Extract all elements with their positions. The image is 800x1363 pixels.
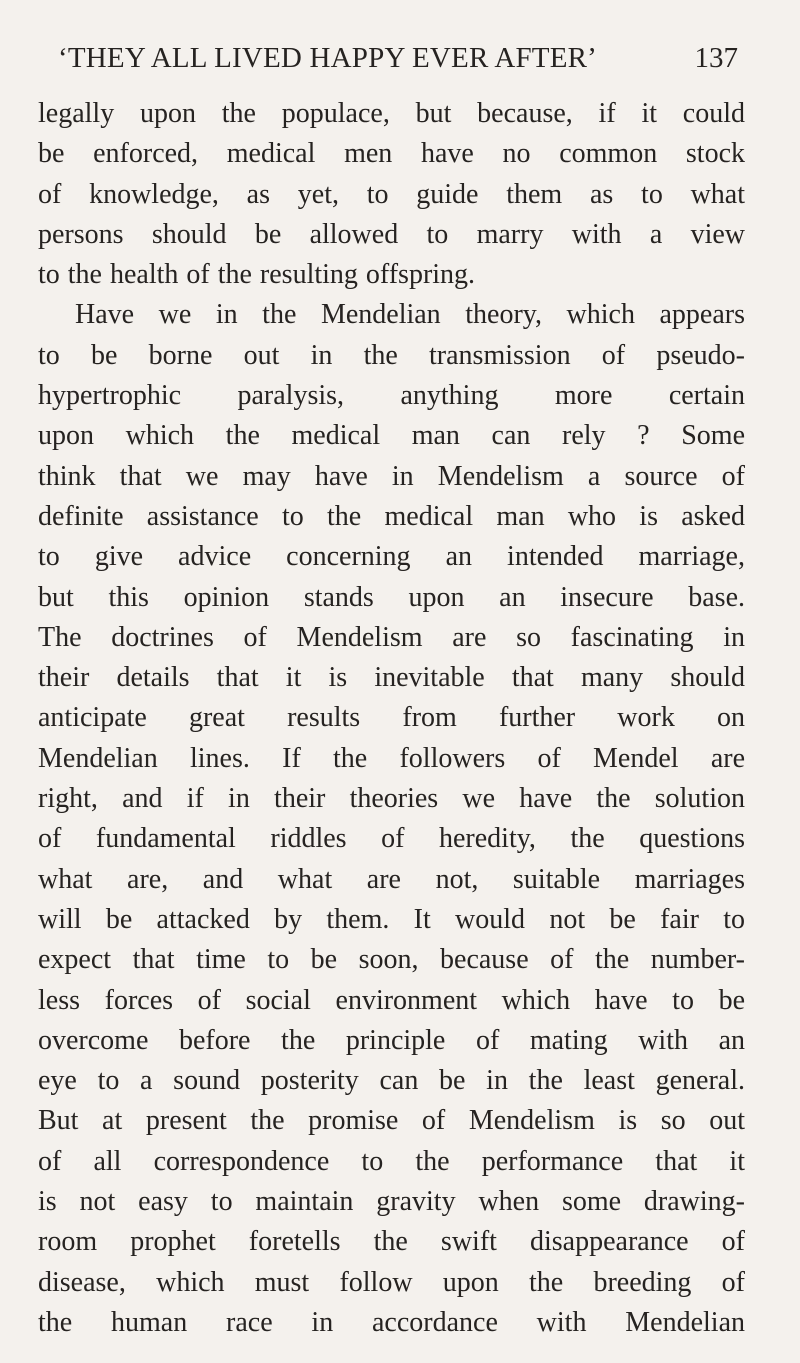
text-line: is not easy to maintain gravity when some drawing- [38, 1186, 745, 1218]
text-line: eye to a sound posterity can be in the least general. [38, 1065, 745, 1097]
text-line: what are, and what are not, suitable marriages [38, 863, 745, 895]
text-line: room prophet foretells the swift disappearance of [38, 1226, 745, 1258]
text-line: to give advice concerning an intended marriage, [38, 541, 745, 573]
text-line: of all correspondence to the performance that it [38, 1145, 745, 1177]
text-line: the human race in accordance with Mendelian [38, 1306, 745, 1338]
text-line: The doctrines of Mendelism are so fascinating in [38, 621, 745, 653]
text-line: right, and if in their theories we have the solution [38, 783, 745, 815]
text-line: definite assistance to the medical man who is asked [38, 500, 745, 532]
text-line: Have we in the Mendelian theory, which appears [75, 299, 745, 331]
text-line: upon which the medical man can rely ? Some [38, 420, 745, 452]
text-line: expect that time to be soon, because of the number- [38, 944, 745, 976]
text-line: overcome before the principle of mating with an [38, 1024, 745, 1056]
body-text [38, 94, 745, 1343]
text-line: to be borne out in the transmission of pseudo- [38, 339, 745, 371]
text-line: be enforced, medical men have no common stock [38, 138, 745, 170]
text-line: their details that it is inevitable that many should [38, 662, 745, 694]
text-line: But at present the promise of Mendelism is so out [38, 1105, 745, 1137]
running-head [58, 42, 738, 82]
text-line: think that we may have in Mendelism a source of [38, 460, 745, 492]
text-line: disease, which must follow upon the breeding of [38, 1266, 745, 1298]
text-line: anticipate great results from further work on [38, 702, 745, 734]
text-line: persons should be allowed to marry with a view [38, 218, 745, 250]
running-title: ‘THEY ALL LIVED HAPPY EVER AFTER’ [58, 42, 598, 74]
text-line: legally upon the populace, but because, if it could [38, 98, 745, 129]
text-line: but this opinion stands upon an insecure base. [38, 581, 745, 613]
text-line: of fundamental riddles of heredity, the questions [38, 823, 745, 855]
text-line: hypertrophic paralysis, anything more certain [38, 380, 745, 412]
text-line: to the health of the resulting offspring. [38, 259, 476, 291]
text-line: Mendelian lines. If the followers of Mendel are [38, 742, 745, 774]
text-line: less forces of social environment which have to be [38, 984, 745, 1016]
page-number: 137 [694, 42, 738, 74]
text-line: will be attacked by them. It would not be fair to [38, 903, 745, 935]
text-line: of knowledge, as yet, to guide them as to what [38, 178, 745, 210]
